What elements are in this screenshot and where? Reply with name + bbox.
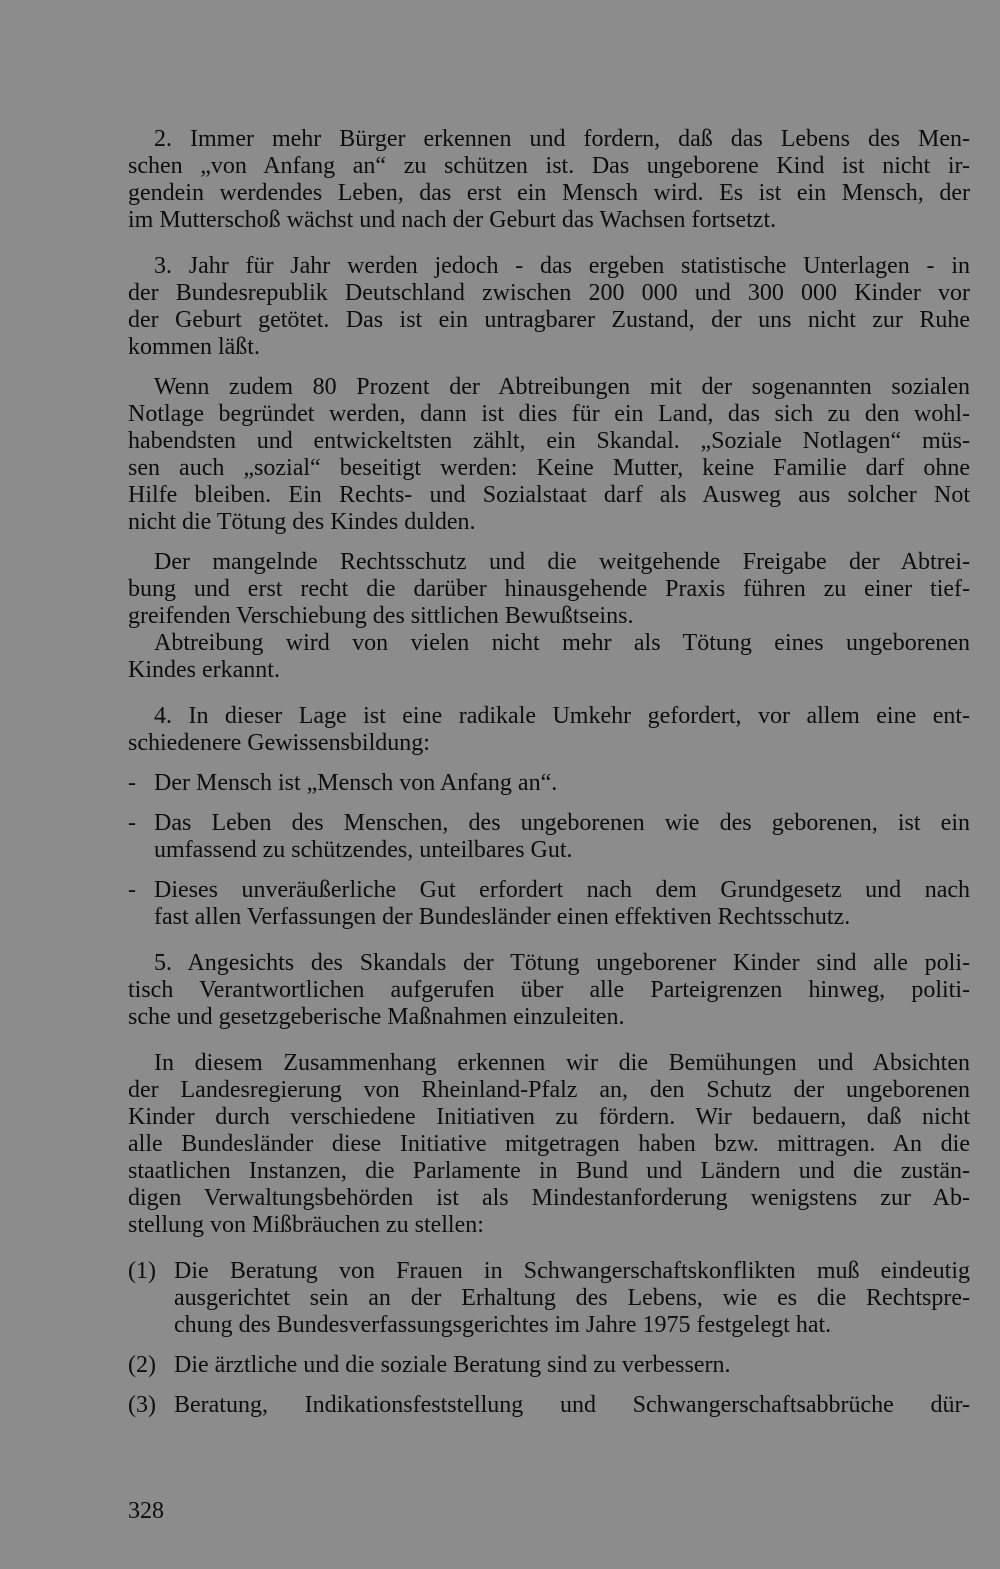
dash-item-2 [128, 810, 970, 864]
text-line: 2. Immer mehr Bürger erkennen und fordern, daß das Lebens des Men- [154, 126, 970, 152]
dash-item-3 [128, 877, 970, 931]
text-line: Das Leben des Menschen, des ungeborenen wie des geborenen, ist ein [154, 810, 970, 836]
paragraph-4 [128, 703, 970, 757]
text-line: Kindes erkannt. [128, 657, 280, 683]
text-line: nicht die Tötung des Kindes dulden. [128, 509, 476, 535]
text-line: umfassend zu schützendes, unteilbares Gut. [154, 837, 573, 863]
paragraph-3 [128, 253, 970, 361]
page-number: 328 [128, 1498, 164, 1524]
text-line: sen auch „sozial“ beseitigt werden: Keine Mutter, keine Familie darf ohne [128, 455, 970, 481]
dash-bullet: - [128, 877, 136, 903]
text-line: sche und gesetzgeberische Maßnahmen einzuleiten. [128, 1004, 625, 1030]
text-line: staatlichen Instanzen, die Parlamente in Bund und Ländern und die zustän- [128, 1158, 970, 1184]
text-line: ausgerichtet sein an der Erhaltung des Lebens, wie es die Rechtspre- [174, 1285, 970, 1311]
text-line: Hilfe bleiben. Ein Rechts- und Sozialstaat darf als Ausweg aus solcher Not [128, 482, 970, 508]
item-number: (2) [128, 1352, 156, 1378]
text-line: stellung von Mißbräuchen zu stellen: [128, 1212, 484, 1238]
text-line: Die ärztliche und die soziale Beratung sind zu verbessern. [174, 1352, 731, 1378]
text-line: 5. Angesichts des Skandals der Tötung ungeborener Kinder sind alle poli- [154, 950, 970, 976]
paragraph-3b [128, 374, 970, 536]
text-line: kommen läßt. [128, 334, 260, 360]
numbered-item-1 [128, 1258, 970, 1339]
text-line: chung des Bundesverfassungsgerichtes im Jahre 1975 festgelegt hat. [174, 1312, 832, 1338]
text-line: habendsten und entwickeltsten zählt, ein Skandal. „Soziale Notlagen“ müs- [128, 428, 970, 454]
text-line: tisch Verantwortlichen aufgerufen über alle Parteigrenzen hinweg, politi- [128, 977, 970, 1003]
dash-bullet: - [128, 770, 136, 796]
text-line: Dieses unveräußerliche Gut erfordert nach dem Grundgesetz und nach [154, 877, 970, 903]
text-line: alle Bundesländer diese Initiative mitgetragen haben bzw. mittragen. An die [128, 1131, 970, 1157]
text-line: fast allen Verfassungen der Bundesländer einen effektiven Rechtsschutz. [154, 904, 851, 930]
text-line: digen Verwaltungsbehörden ist als Mindestanforderung wenigstens zur Ab- [128, 1185, 970, 1211]
text-line: schiedenere Gewissensbildung: [128, 730, 430, 756]
text-line: der Landesregierung von Rheinland-Pfalz an, den Schutz der ungeborenen [128, 1077, 970, 1103]
text-line: 4. In dieser Lage ist eine radikale Umkehr gefordert, vor allem eine ent- [154, 703, 970, 729]
paragraph-5 [128, 950, 970, 1031]
text-line: Beratung, Indikationsfeststellung und Schwangerschaftsabbrüche dür- [174, 1392, 970, 1418]
text-line: bung und erst recht die darüber hinausgehende Praxis führen zu einer tief- [128, 576, 970, 602]
text-line: In diesem Zusammenhang erkennen wir die Bemühungen und Absichten [154, 1050, 970, 1076]
text-line: der Bundesrepublik Deutschland zwischen 200 000 und 300 000 Kinder vor [128, 280, 970, 306]
text-line: schen „von Anfang an“ zu schützen ist. Das ungeborene Kind ist nicht ir- [128, 153, 970, 179]
text-line: im Mutterschoß wächst und nach der Geburt das Wachsen fortsetzt. [128, 207, 777, 233]
item-number: (1) [128, 1258, 156, 1284]
text-line: Notlage begründet werden, dann ist dies für ein Land, das sich zu den wohl- [128, 401, 970, 427]
numbered-item-3 [128, 1392, 970, 1419]
text-line: Wenn zudem 80 Prozent der Abtreibungen mit der sogenannten sozialen [154, 374, 970, 400]
dash-item-1 [128, 770, 970, 797]
paragraph-3d [128, 630, 970, 684]
dash-bullet: - [128, 810, 136, 836]
paragraph-3c [128, 549, 970, 630]
item-number: (3) [128, 1392, 156, 1418]
numbered-item-2 [128, 1352, 970, 1379]
paragraph-2 [128, 126, 970, 234]
text-line: Der Mensch ist „Mensch von Anfang an“. [154, 770, 558, 796]
text-line: 3. Jahr für Jahr werden jedoch - das ergeben statistische Unterlagen - in [154, 253, 970, 279]
text-line: Die Beratung von Frauen in Schwangerschaftskonflikten muß eindeutig [174, 1258, 970, 1284]
text-line: greifenden Verschiebung des sittlichen Bewußtseins. [128, 603, 634, 629]
text-line: Der mangelnde Rechtsschutz und die weitgehende Freigabe der Abtrei- [154, 549, 970, 575]
text-line: Kinder durch verschiedene Initiativen zu fördern. Wir bedauern, daß nicht [128, 1104, 970, 1130]
paragraph-6 [128, 1050, 970, 1239]
text-line: gendein werdendes Leben, das erst ein Mensch wird. Es ist ein Mensch, der [128, 180, 970, 206]
text-line: der Geburt getötet. Das ist ein untragbarer Zustand, der uns nicht zur Ruhe [128, 307, 970, 333]
page-body [128, 126, 970, 1419]
text-line: Abtreibung wird von vielen nicht mehr als Tötung eines ungeborenen [154, 630, 970, 656]
